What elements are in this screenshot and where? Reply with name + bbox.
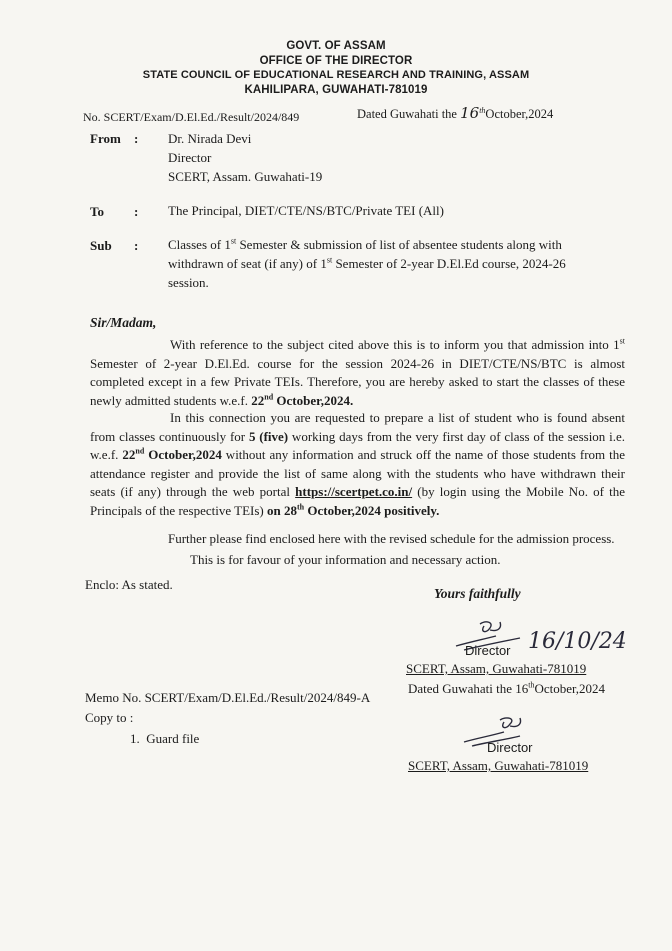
subject-text-1: Classes of 1 bbox=[168, 237, 231, 252]
para2-deadline-sup: th bbox=[297, 502, 305, 512]
para2-date-day: 22 bbox=[122, 447, 136, 463]
from-designation: Director bbox=[168, 150, 212, 165]
para2-text-a: In this connection you are requested to prepare a list of student who is found absent from classes continuously for bbox=[90, 410, 625, 444]
paragraph-4: This is for favour of your information and necessary action. bbox=[190, 552, 501, 567]
portal-link[interactable]: https://scertpet.co.in/ bbox=[295, 484, 413, 500]
closing: Yours faithfully bbox=[434, 586, 521, 601]
signature2-office: SCERT, Assam, Guwahati-781019 bbox=[408, 758, 589, 773]
subject-text-4: Semester of 2-year D.El.Ed course, 2024-26 bbox=[332, 256, 566, 271]
subject-line1 bbox=[168, 236, 562, 255]
para2-date bbox=[122, 447, 221, 462]
header-govt: GOVT. OF ASSAM bbox=[286, 40, 386, 52]
subject-sup-1: st bbox=[230, 236, 237, 246]
date-rest: October,2024 bbox=[485, 107, 554, 121]
reference-number: No. SCERT/Exam/D.El.Ed./Result/2024/849 bbox=[83, 110, 300, 124]
para1-date-day: 22 bbox=[251, 392, 265, 408]
para2-deadline bbox=[267, 503, 439, 518]
subject-line3: session. bbox=[168, 275, 209, 290]
para2-deadline-a: on 28 bbox=[267, 502, 297, 518]
memo-date-rest: October,2024 bbox=[534, 681, 606, 696]
para1-text-a: With reference to the subject cited above this is to inform you that admission into 1 bbox=[170, 337, 620, 352]
para2-date-rest: October,2024 bbox=[144, 447, 222, 463]
date-line bbox=[357, 104, 553, 122]
memo-date-day: 16 bbox=[515, 681, 529, 696]
para2-text-d: (by login using the Mobile No. of the Principals of the respective TEIs) bbox=[90, 484, 625, 518]
subject-line2 bbox=[168, 255, 566, 274]
subject-text-3: withdrawn of seat (if any) of 1 bbox=[168, 256, 327, 271]
memo-number: Memo No. SCERT/Exam/D.El.Ed./Result/2024/849-A bbox=[85, 690, 371, 705]
to-colon: : bbox=[134, 204, 139, 219]
signature2-title: Director bbox=[487, 740, 533, 755]
paragraph-2 bbox=[90, 409, 625, 521]
subject-text-2: Semester & submission of list of absentee students along with bbox=[236, 237, 562, 252]
header-office: OFFICE OF THE DIRECTOR bbox=[259, 55, 413, 67]
date-day: 16 bbox=[460, 104, 480, 122]
subject-sup-2: st bbox=[326, 255, 333, 265]
from-colon: : bbox=[134, 131, 139, 146]
para2-text-c: without any information and struck off the name of those students from the attendance register and provide the list of same along with the students who have withdrawn their seats (if any) through the web portal bbox=[90, 447, 625, 500]
signature1-title: Director bbox=[465, 643, 511, 658]
date-sup: th bbox=[479, 105, 486, 115]
header-address: KAHILIPARA, GUWAHATI-781019 bbox=[244, 84, 428, 96]
para2-date-sup: nd bbox=[135, 446, 145, 456]
para1-text-b: Semester of 2-year D.El.Ed. course for the session 2024-26 in DIET/CTE/NS/BTC is almost completed except in a few Private TEIs. Therefore, you are hereby asked to start the classes of these newly admitted students w.e.f. bbox=[90, 355, 625, 408]
to-label: To bbox=[90, 204, 104, 219]
para1-sup: st bbox=[619, 336, 625, 346]
para2-days: 5 (five) bbox=[248, 428, 289, 444]
to-text: The Principal, DIET/CTE/NS/BTC/Private TEI (All) bbox=[168, 203, 444, 218]
paragraph-1 bbox=[90, 336, 625, 410]
enclosure: Enclo: As stated. bbox=[85, 577, 173, 592]
para1-date bbox=[251, 393, 353, 408]
handwritten-date: 16/10/24 bbox=[528, 629, 627, 654]
from-office: SCERT, Assam. Guwahati-19 bbox=[168, 169, 323, 184]
paragraph-3: Further please find enclosed here with the revised schedule for the admission process. bbox=[168, 531, 615, 546]
copy-to-item-1: 1. Guard file bbox=[130, 731, 200, 746]
from-name: Dr. Nirada Devi bbox=[168, 131, 252, 146]
subject-colon: : bbox=[134, 238, 139, 253]
signature1-office: SCERT, Assam, Guwahati-781019 bbox=[406, 661, 587, 676]
date-prefix: Dated Guwahati the bbox=[357, 107, 461, 121]
from-label: From bbox=[90, 131, 121, 146]
salutation: Sir/Madam, bbox=[90, 315, 157, 330]
memo-date-sup: th bbox=[528, 680, 535, 690]
para2-text-b: working days from the very first day of class of the session i.e. w.e.f. bbox=[90, 428, 626, 463]
memo-date-prefix: Dated Guwahati the bbox=[408, 681, 516, 696]
para2-deadline-b: October,2024 positively. bbox=[304, 502, 440, 518]
subject-label: Sub bbox=[90, 238, 112, 253]
copy-to-label: Copy to : bbox=[85, 710, 134, 725]
header-council: STATE COUNCIL OF EDUCATIONAL RESEARCH AND TRAINING, ASSAM bbox=[142, 69, 530, 81]
para1-date-rest: October,2024. bbox=[273, 392, 354, 408]
para1-date-sup: nd bbox=[264, 392, 274, 402]
memo-date-line bbox=[408, 681, 605, 697]
